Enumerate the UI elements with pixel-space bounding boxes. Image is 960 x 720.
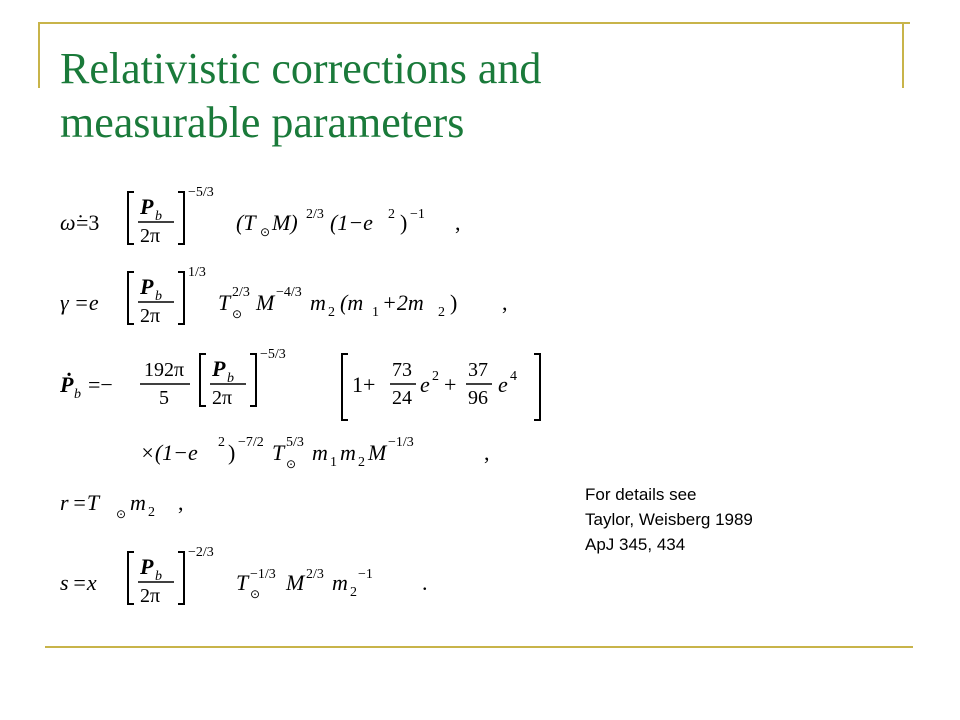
eq1-sun-symbol: ⊙ <box>260 225 271 239</box>
eq5-lhs: s <box>60 570 69 595</box>
reference-note <box>585 482 753 557</box>
eq3-frac-num-sub: b <box>227 371 234 386</box>
eq1-frac-den: 2π <box>140 225 161 247</box>
eq3-e2-exp: 2 <box>432 369 439 384</box>
eq4-rhs: =T <box>72 490 100 515</box>
eq3-l2-e-sub: 2 <box>358 455 365 470</box>
eq5-t3-exp: −1 <box>358 567 373 582</box>
eq5-t3: m <box>332 570 348 595</box>
eq2-t3-sub: 2 <box>328 305 335 320</box>
eq3-l2-a: ×(1−e <box>140 440 198 465</box>
eq2-t2: M <box>256 290 275 315</box>
eq1-tail2: M) <box>272 210 298 235</box>
eq1-lhs: ω̇ <box>60 210 76 235</box>
eq3-l2-a-exp: 2 <box>218 435 225 450</box>
eq3-c2-den: 96 <box>468 387 488 409</box>
eq3-l2-c: T <box>272 440 285 465</box>
eq4-m-sub: 2 <box>148 505 155 520</box>
eq2-t4: (m <box>340 290 364 315</box>
eq5-frac-den: 2π <box>140 585 161 607</box>
eq3-l2-f-exp: −1/3 <box>388 435 414 450</box>
eq1-tail-exp3: −1 <box>410 207 425 222</box>
eq1-end: , <box>455 210 461 235</box>
eq3-lhs: Ṗ <box>60 372 74 397</box>
eq1-lead: =3 <box>76 210 100 235</box>
equation-gamma <box>60 265 508 327</box>
eq2-t3: m <box>310 290 326 315</box>
eq3-l2-b: ) <box>228 440 236 465</box>
eq1-frac-num-sub: b <box>155 209 162 224</box>
eq5-t2-exp: 2/3 <box>306 567 324 582</box>
eq2-frac-den: 2π <box>140 305 161 327</box>
eq1-exponent: −5/3 <box>188 185 214 200</box>
eq3-coef-num: 192π <box>144 359 185 381</box>
eq5-end: . <box>422 570 428 595</box>
eq2-t1-exp: 2/3 <box>232 285 250 300</box>
equation-pb-dot-line2 <box>140 435 490 471</box>
eq5-t1: T <box>236 570 249 595</box>
eq3-lhs-sub: b <box>74 387 81 402</box>
eq2-t4-sub: 1 <box>372 305 379 320</box>
eq3-c1-den: 24 <box>392 387 412 409</box>
equation-pb-dot <box>60 347 540 420</box>
eq3-l2-c-exp: 5/3 <box>286 435 304 450</box>
top-rule <box>38 22 910 24</box>
eq1-tail4: ) <box>400 210 408 235</box>
eq4-sun-symbol: ⊙ <box>116 507 127 521</box>
eq2-sun-symbol: ⊙ <box>232 307 243 321</box>
eq3-e4: e <box>498 372 508 397</box>
eq5-frac-num: P <box>140 554 154 579</box>
eq2-t6: ) <box>450 290 458 315</box>
eq2-exponent: 1/3 <box>188 265 206 280</box>
eq1-tail3: (1−e <box>330 210 373 235</box>
eq3-sun-symbol: ⊙ <box>286 457 297 471</box>
eq3-c2-num: 37 <box>468 359 488 381</box>
eq2-t2-exp: −4/3 <box>276 285 302 300</box>
eq3-lead: =− <box>88 372 113 397</box>
title-line-1: Relativistic corrections and <box>60 44 542 93</box>
reference-line-2: Taylor, Weisberg 1989 <box>585 510 753 529</box>
equations-image <box>60 180 570 620</box>
eq2-frac-num: P <box>140 274 154 299</box>
eq3-e4-exp: 4 <box>510 369 517 384</box>
eq2-frac-num-sub: b <box>155 289 162 304</box>
eq4-end: , <box>178 490 184 515</box>
eq1-tail: (T <box>236 210 256 235</box>
equation-s <box>60 545 428 607</box>
eq2-t5-sub: 2 <box>438 305 445 320</box>
eq3-c1-num: 73 <box>392 359 412 381</box>
eq3-frac-den: 2π <box>212 387 233 409</box>
eq3-l2-f: M <box>368 440 387 465</box>
eq3-frac-num: P <box>212 356 226 381</box>
eq3-l2-d: m <box>312 440 328 465</box>
eq3-end: , <box>484 440 490 465</box>
eq2-t1: T <box>218 290 231 315</box>
bottom-rule <box>45 646 913 648</box>
title-line-2: measurable parameters <box>60 98 465 147</box>
eq1-tail-exp2: 2 <box>388 207 395 222</box>
eq2-end: , <box>502 290 508 315</box>
eq3-l2-d-sub: 1 <box>330 455 337 470</box>
eq4-lhs: r <box>60 490 69 515</box>
eq5-t2: M <box>286 570 305 595</box>
eq3-e2: e <box>420 372 430 397</box>
equation-omega-dot <box>60 185 461 247</box>
eq3-exponent: −5/3 <box>260 347 286 362</box>
eq3-coef-den: 5 <box>159 387 169 409</box>
equation-r <box>60 490 184 521</box>
right-rule <box>902 22 904 88</box>
eq1-tail-exp1: 2/3 <box>306 207 324 222</box>
eq3-l2-e: m <box>340 440 356 465</box>
eq5-t3-sub: 2 <box>350 585 357 600</box>
eq2-lead: =e <box>74 290 99 315</box>
eq3-plus: + <box>444 372 457 397</box>
eq5-t1-exp: −1/3 <box>250 567 276 582</box>
eq5-sun-symbol: ⊙ <box>250 587 261 601</box>
eq2-lhs: γ <box>60 290 69 315</box>
reference-line-1: For details see <box>585 485 697 504</box>
reference-line-3: ApJ 345, 434 <box>585 535 686 554</box>
eq4-m: m <box>130 490 146 515</box>
eq3-l2-b-exp: −7/2 <box>238 435 264 450</box>
left-rule <box>38 22 40 88</box>
eq5-exponent: −2/3 <box>188 545 214 560</box>
eq2-t5: +2m <box>382 290 424 315</box>
eq5-frac-num-sub: b <box>155 569 162 584</box>
eq3-one-plus: 1+ <box>352 372 376 397</box>
slide-title <box>60 42 860 150</box>
eq5-lead: =x <box>72 570 97 595</box>
eq1-frac-num: P <box>140 194 154 219</box>
